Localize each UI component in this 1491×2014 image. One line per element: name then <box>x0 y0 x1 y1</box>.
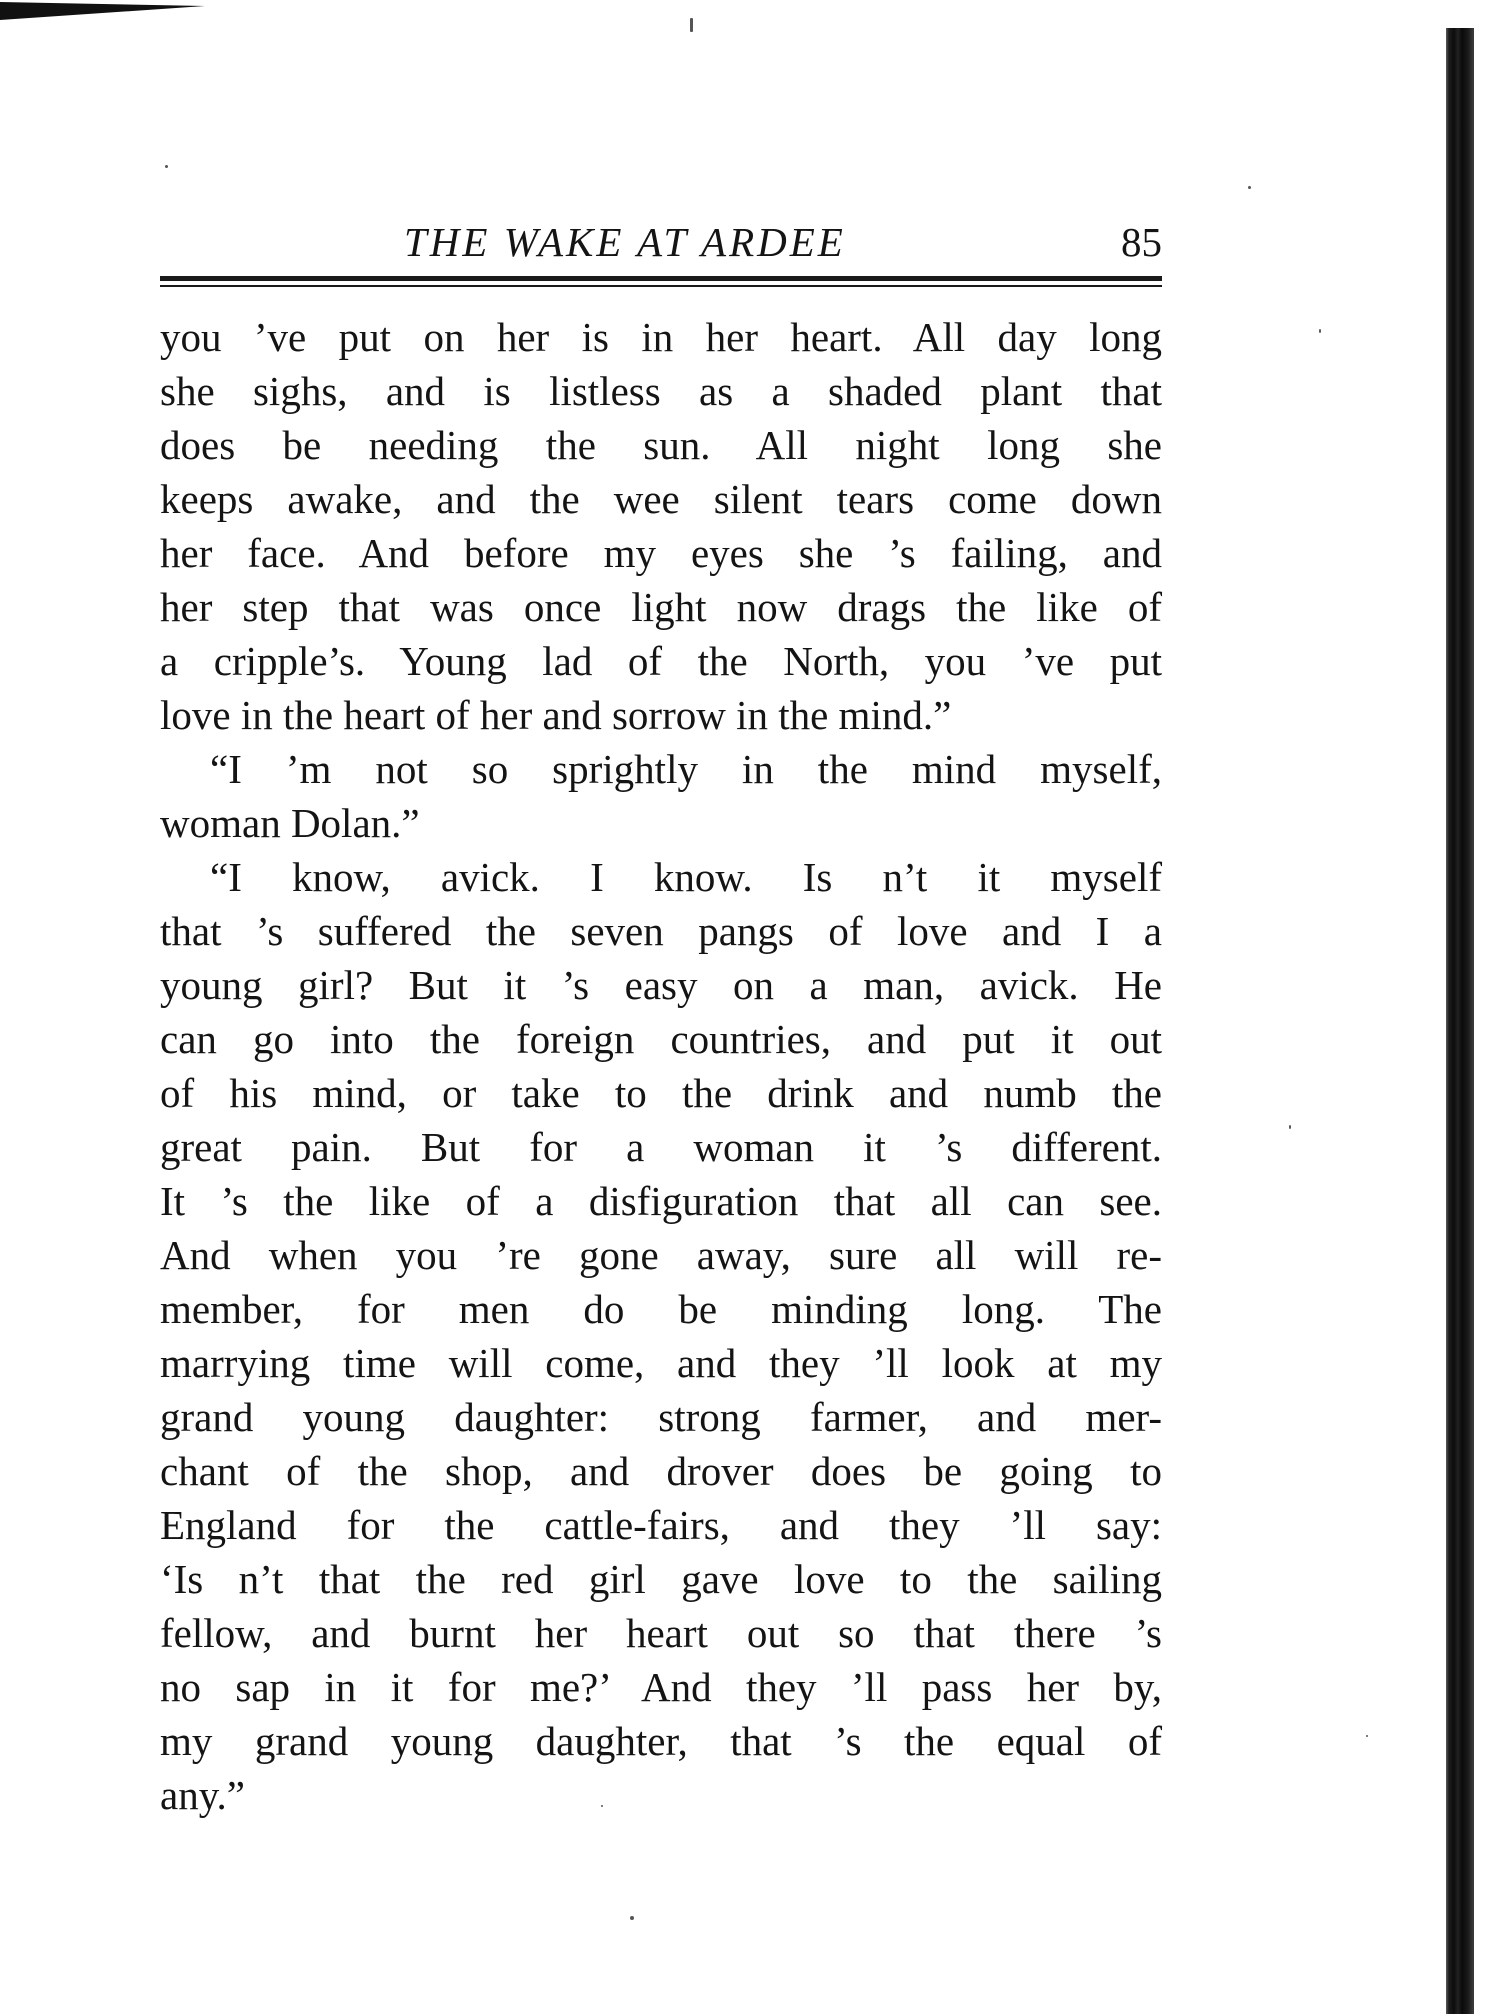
text-line: member, for men do be minding long. The <box>160 1286 1162 1332</box>
text-line: great pain. But for a woman it ’s different. <box>160 1124 1162 1170</box>
text-line: woman Dolan.” <box>160 800 420 846</box>
running-head <box>160 212 1162 272</box>
header-rule-thin <box>160 285 1162 287</box>
text-line: “I ’m not so sprightly in the mind myself, <box>210 746 1162 792</box>
scan-speck <box>690 18 693 32</box>
text-line: a cripple’s. Young lad of the North, you ’ve put <box>160 638 1162 684</box>
text-line: England for the cattle-fairs, and they ’ll say: <box>160 1502 1162 1548</box>
text-line: you ’ve put on her is in her heart. All day long <box>160 314 1162 360</box>
text-line: she sighs, and is listless as a shaded plant that <box>160 368 1162 414</box>
text-line: her face. And before my eyes she ’s failing, and <box>160 530 1162 576</box>
scan-speck <box>1366 1735 1368 1737</box>
text-line: can go into the foreign countries, and put it out <box>160 1016 1162 1062</box>
text-line: fellow, and burnt her heart out so that there ’s <box>160 1610 1162 1656</box>
scan-speck <box>165 165 168 168</box>
text-line: chant of the shop, and drover does be going to <box>160 1448 1162 1494</box>
text-line: grand young daughter: strong farmer, and mer- <box>160 1394 1162 1440</box>
text-line: love in the heart of her and sorrow in the mind.” <box>160 692 952 738</box>
scan-speck <box>1248 186 1251 189</box>
text-line: her step that was once light now drags the like of <box>160 584 1162 630</box>
text-line: that ’s suffered the seven pangs of love and I a <box>160 908 1162 954</box>
text-line: no sap in it for me?’ And they ’ll pass her by, <box>160 1664 1162 1710</box>
scan-speck <box>630 1916 634 1920</box>
body-text <box>160 310 1162 1822</box>
text-line: It ’s the like of a disfiguration that all can see. <box>160 1178 1162 1224</box>
text-line: of his mind, or take to the drink and numb the <box>160 1070 1162 1116</box>
text-line: young girl? But it ’s easy on a man, avick. He <box>160 962 1162 1008</box>
scan-corner-mark <box>0 0 210 22</box>
header-rule-thick <box>160 276 1162 281</box>
text-line: keeps awake, and the wee silent tears come down <box>160 476 1162 522</box>
text-line: And when you ’re gone away, sure all will re- <box>160 1232 1162 1278</box>
page-number: 85 <box>1121 219 1162 265</box>
text-line: does be needing the sun. All night long she <box>160 422 1162 468</box>
text-line: marrying time will come, and they ’ll look at my <box>160 1340 1162 1386</box>
text-line: “I know, avick. I know. Is n’t it myself <box>210 854 1162 900</box>
running-head-title: THE WAKE AT ARDEE <box>404 219 846 265</box>
text-line: ‘Is n’t that the red girl gave love to the sailing <box>160 1556 1162 1602</box>
scan-speck <box>1289 1125 1291 1129</box>
text-line: my grand young daughter, that ’s the equal of <box>160 1718 1162 1764</box>
scan-speck <box>1319 329 1321 333</box>
scan-binding-shadow <box>1446 28 1474 2014</box>
text-line: any.” <box>160 1772 245 1818</box>
